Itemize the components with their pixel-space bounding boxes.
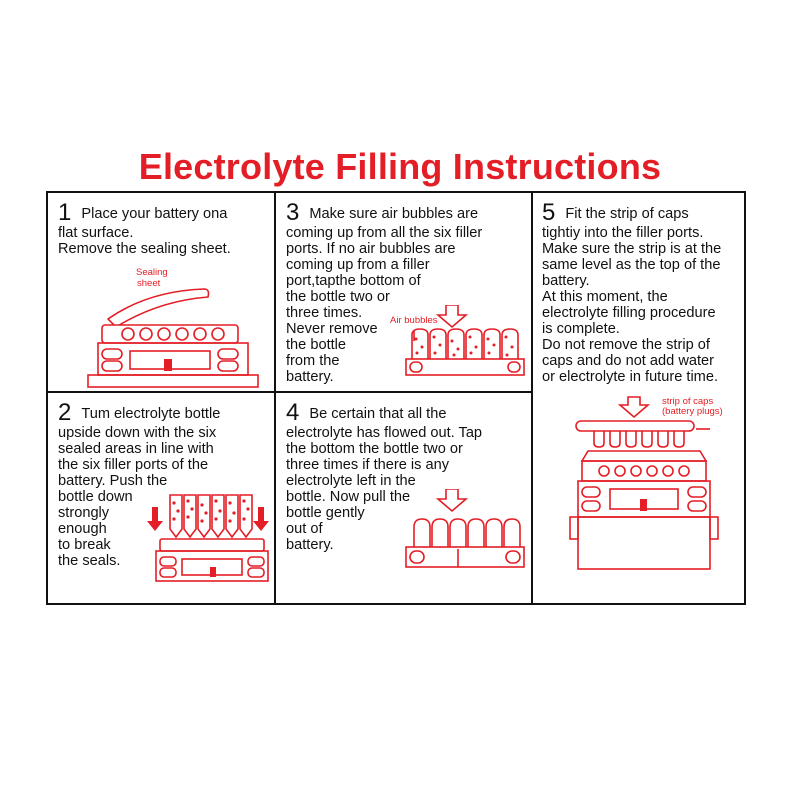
step-number: 2 <box>58 399 72 426</box>
battery-sealing-sheet-illustration <box>68 285 268 395</box>
air-bubbles-illustration <box>402 305 528 385</box>
sealing-label: Sealing sheet <box>136 267 168 289</box>
air-bubbles-label: Air bubbles <box>390 315 438 326</box>
step-1-text: 1 Place your battery ona flat surface. Remove the sealing sheet. <box>58 199 231 257</box>
step-number: 5 <box>542 199 556 226</box>
step-4 <box>286 401 530 597</box>
bottle-push-illustration <box>146 487 276 597</box>
step-2 <box>58 401 272 597</box>
step-5 <box>542 201 744 597</box>
step-5-text: 5 Fit the strip of caps tightiy into the filler ports. Make sure the strip is at the same level as the top of the battery. At this moment, the electrolyte filling procedure is complete. Do not remove the strip of caps and do not add water or electrolyte in future time. <box>542 199 722 385</box>
divider <box>531 193 533 603</box>
step-2-text: 2 Tum electrolyte bottle upside down with the six sealed areas in line with the six filler ports of the battery. Push the bottle down strongly enough to break the seals. <box>58 399 221 569</box>
bottle-removal-illustration <box>402 489 528 589</box>
step-number: 4 <box>286 399 300 426</box>
step-4-text: 4 Be certain that all the electrolyte has flowed out. Tap the bottom the bottle two or three times if there is any electrolyte left in the bottle. Now pull the bottle gently out of battery. <box>286 399 483 553</box>
step-3-text: 3 Make sure air bubbles are coming up from all the six filler ports. If no air bubbles are coming up from a filler port,tapthe bottom of the bottle two or three times. Never remove the bottle from the battery. <box>286 199 483 385</box>
page-title: Electrolyte Filling Instructions <box>138 146 662 187</box>
instructions-grid <box>46 191 746 605</box>
strip-of-caps-label: strip of caps (battery plugs) <box>662 396 723 417</box>
step-number: 3 <box>286 199 300 226</box>
step-number: 1 <box>58 199 72 226</box>
battery-with-caps-illustration <box>540 395 740 605</box>
step-1 <box>58 201 272 389</box>
step-3 <box>286 201 530 389</box>
